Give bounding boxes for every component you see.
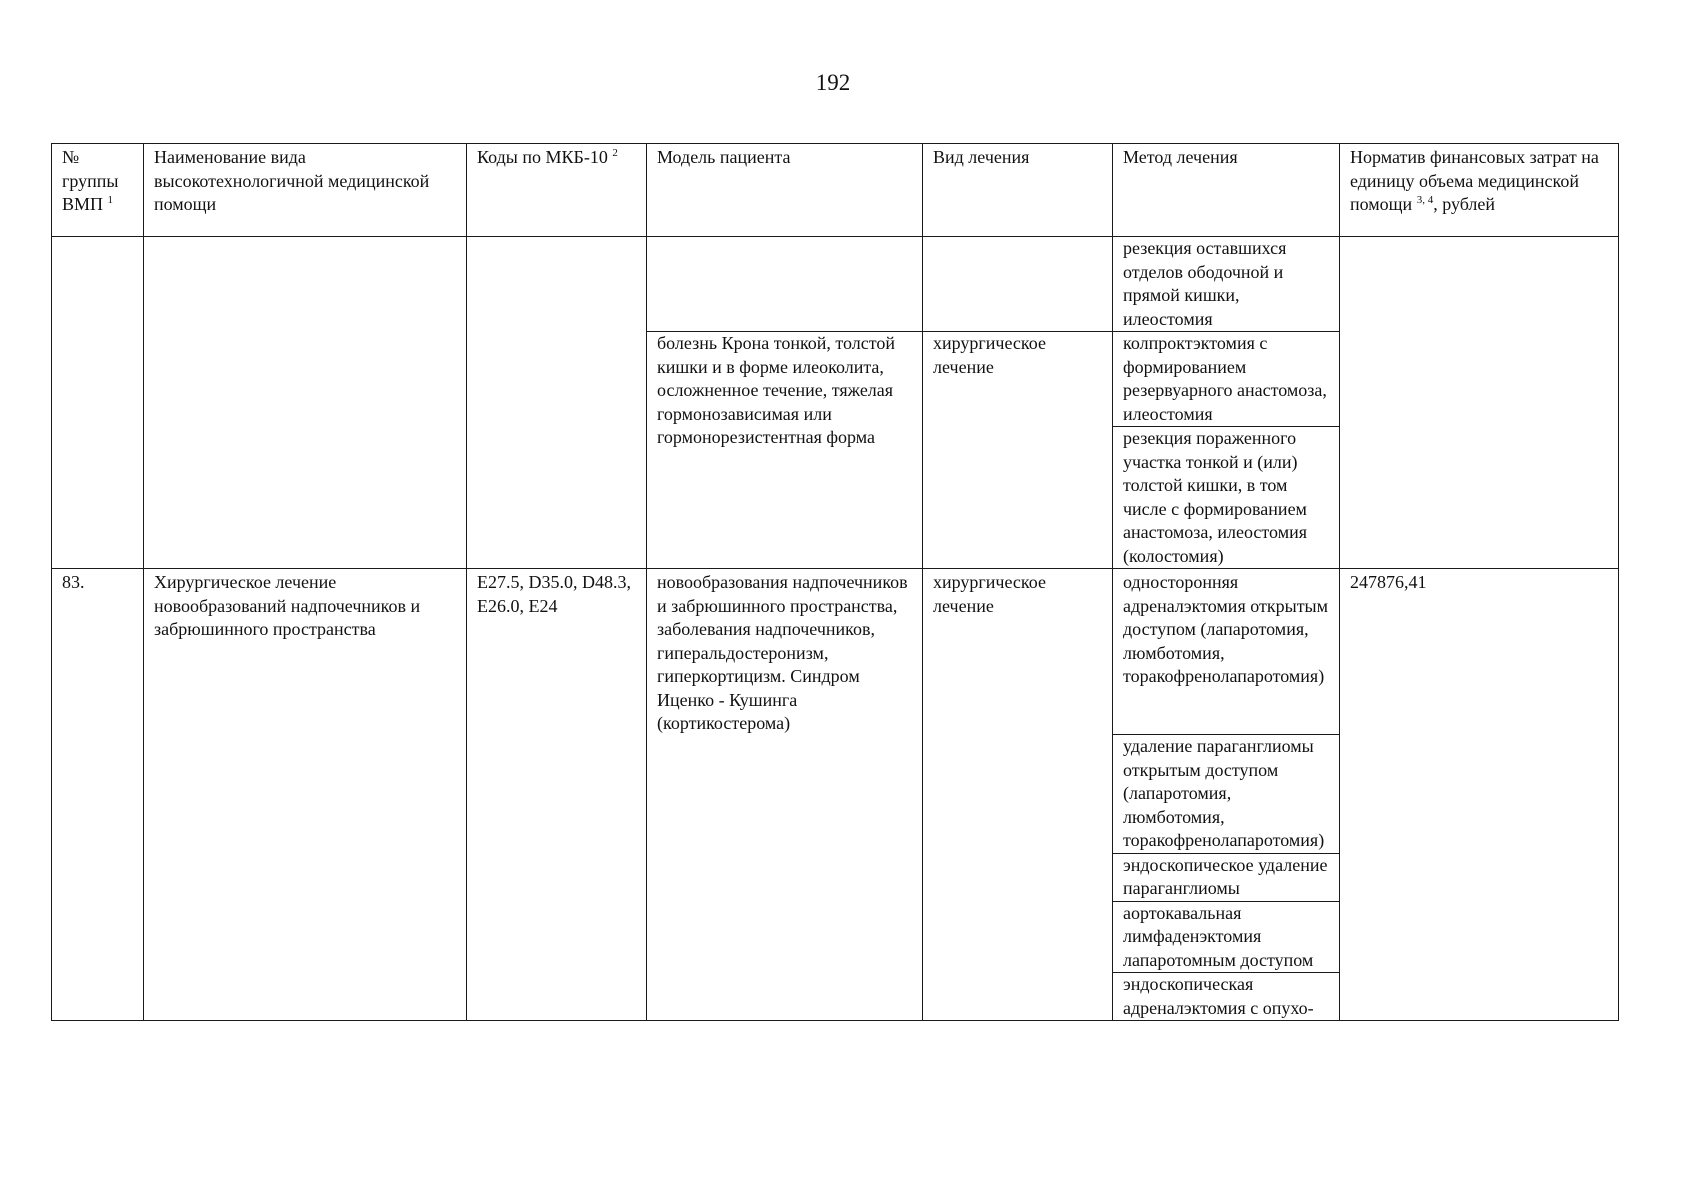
cell-method-83-1: односторонняя адреналэктомия открытым доступом (лапаротомия, люмботомия, торакофренолапаротомия) <box>1113 569 1340 735</box>
cell-method-83-2: удаление параганглиомы открытым доступом (лапаротомия, люмботомия, торакофренолапаротомия) <box>1113 735 1340 854</box>
cell-treatment-type-crohn: хирургическое лечение <box>923 332 1113 569</box>
cell-care-type-cont <box>144 237 467 569</box>
cell-patient-model-crohn: болезнь Крона тонкой, толстой кишки и в форме илеоколита, осложненное течение, тяжелая гормонозависимая или гормонорезистентная форма <box>647 332 923 569</box>
cell-treatment-type-83: хирургическое лечение <box>923 569 1113 1021</box>
header-icd-codes: Коды по МКБ-10 $^2$ <box>467 144 647 237</box>
vmp-table <box>51 143 1619 1021</box>
cell-method-crohn-2: резекция пораженного участка тонкой и (или) толстой кишки, в том числе с формированием анастомоза, илеостомия (колостомия) <box>1113 427 1340 569</box>
table-header-row <box>52 144 1619 237</box>
cell-cost-cont <box>1340 237 1619 569</box>
cell-icd-codes-cont <box>467 237 647 569</box>
header-treatment-method: Метод лечения <box>1113 144 1340 237</box>
cell-patient-model-83: новообразования надпочечников и забрюшинного пространства, заболевания надпочечников, гиперальдостеронизм, гиперкортицизм. Синдром Иценко - Кушинга (кортикостерома) <box>647 569 923 1021</box>
page-number: 192 <box>815 70 851 95</box>
cell-group-number-cont <box>52 237 144 569</box>
cell-patient-model-cont <box>647 237 923 332</box>
header-group-number: № группы ВМП $^1$ <box>52 144 144 237</box>
header-cost-norm: Норматив финансовых затрат на единицу объема медицинской помощи $^{3, 4}$, рублей <box>1340 144 1619 237</box>
header-patient-model: Модель пациента <box>647 144 923 237</box>
cell-method-crohn-1: колпроктэктомия с формированием резервуарного анастомоза, илеостомия <box>1113 332 1340 427</box>
header-treatment-type: Вид лечения <box>923 144 1113 237</box>
cell-method-83-5: эндоскопическая адреналэктомия с опухо- <box>1113 973 1340 1021</box>
table-row <box>52 569 1619 735</box>
cell-method-83-4: аортокавальная лимфаденэктомия лапаротомным доступом <box>1113 901 1340 973</box>
cell-care-type-83: Хирургическое лечение новообразований надпочечников и забрюшинного пространства <box>144 569 467 1021</box>
header-care-type: Наименование вида высокотехнологичной медицинской помощи <box>144 144 467 237</box>
table-row <box>52 237 1619 332</box>
cell-method-cont-1: резекция оставшихся отделов ободочной и прямой кишки, илеостомия <box>1113 237 1340 332</box>
cell-cost-83: 247876,41 <box>1340 569 1619 1021</box>
cell-treatment-type-cont <box>923 237 1113 332</box>
cell-group-number-83: 83. <box>52 569 144 1021</box>
cell-method-83-3: эндоскопическое удаление параганглиомы <box>1113 853 1340 901</box>
cell-icd-codes-83: E27.5, D35.0, D48.3, E26.0, E24 <box>467 569 647 1021</box>
